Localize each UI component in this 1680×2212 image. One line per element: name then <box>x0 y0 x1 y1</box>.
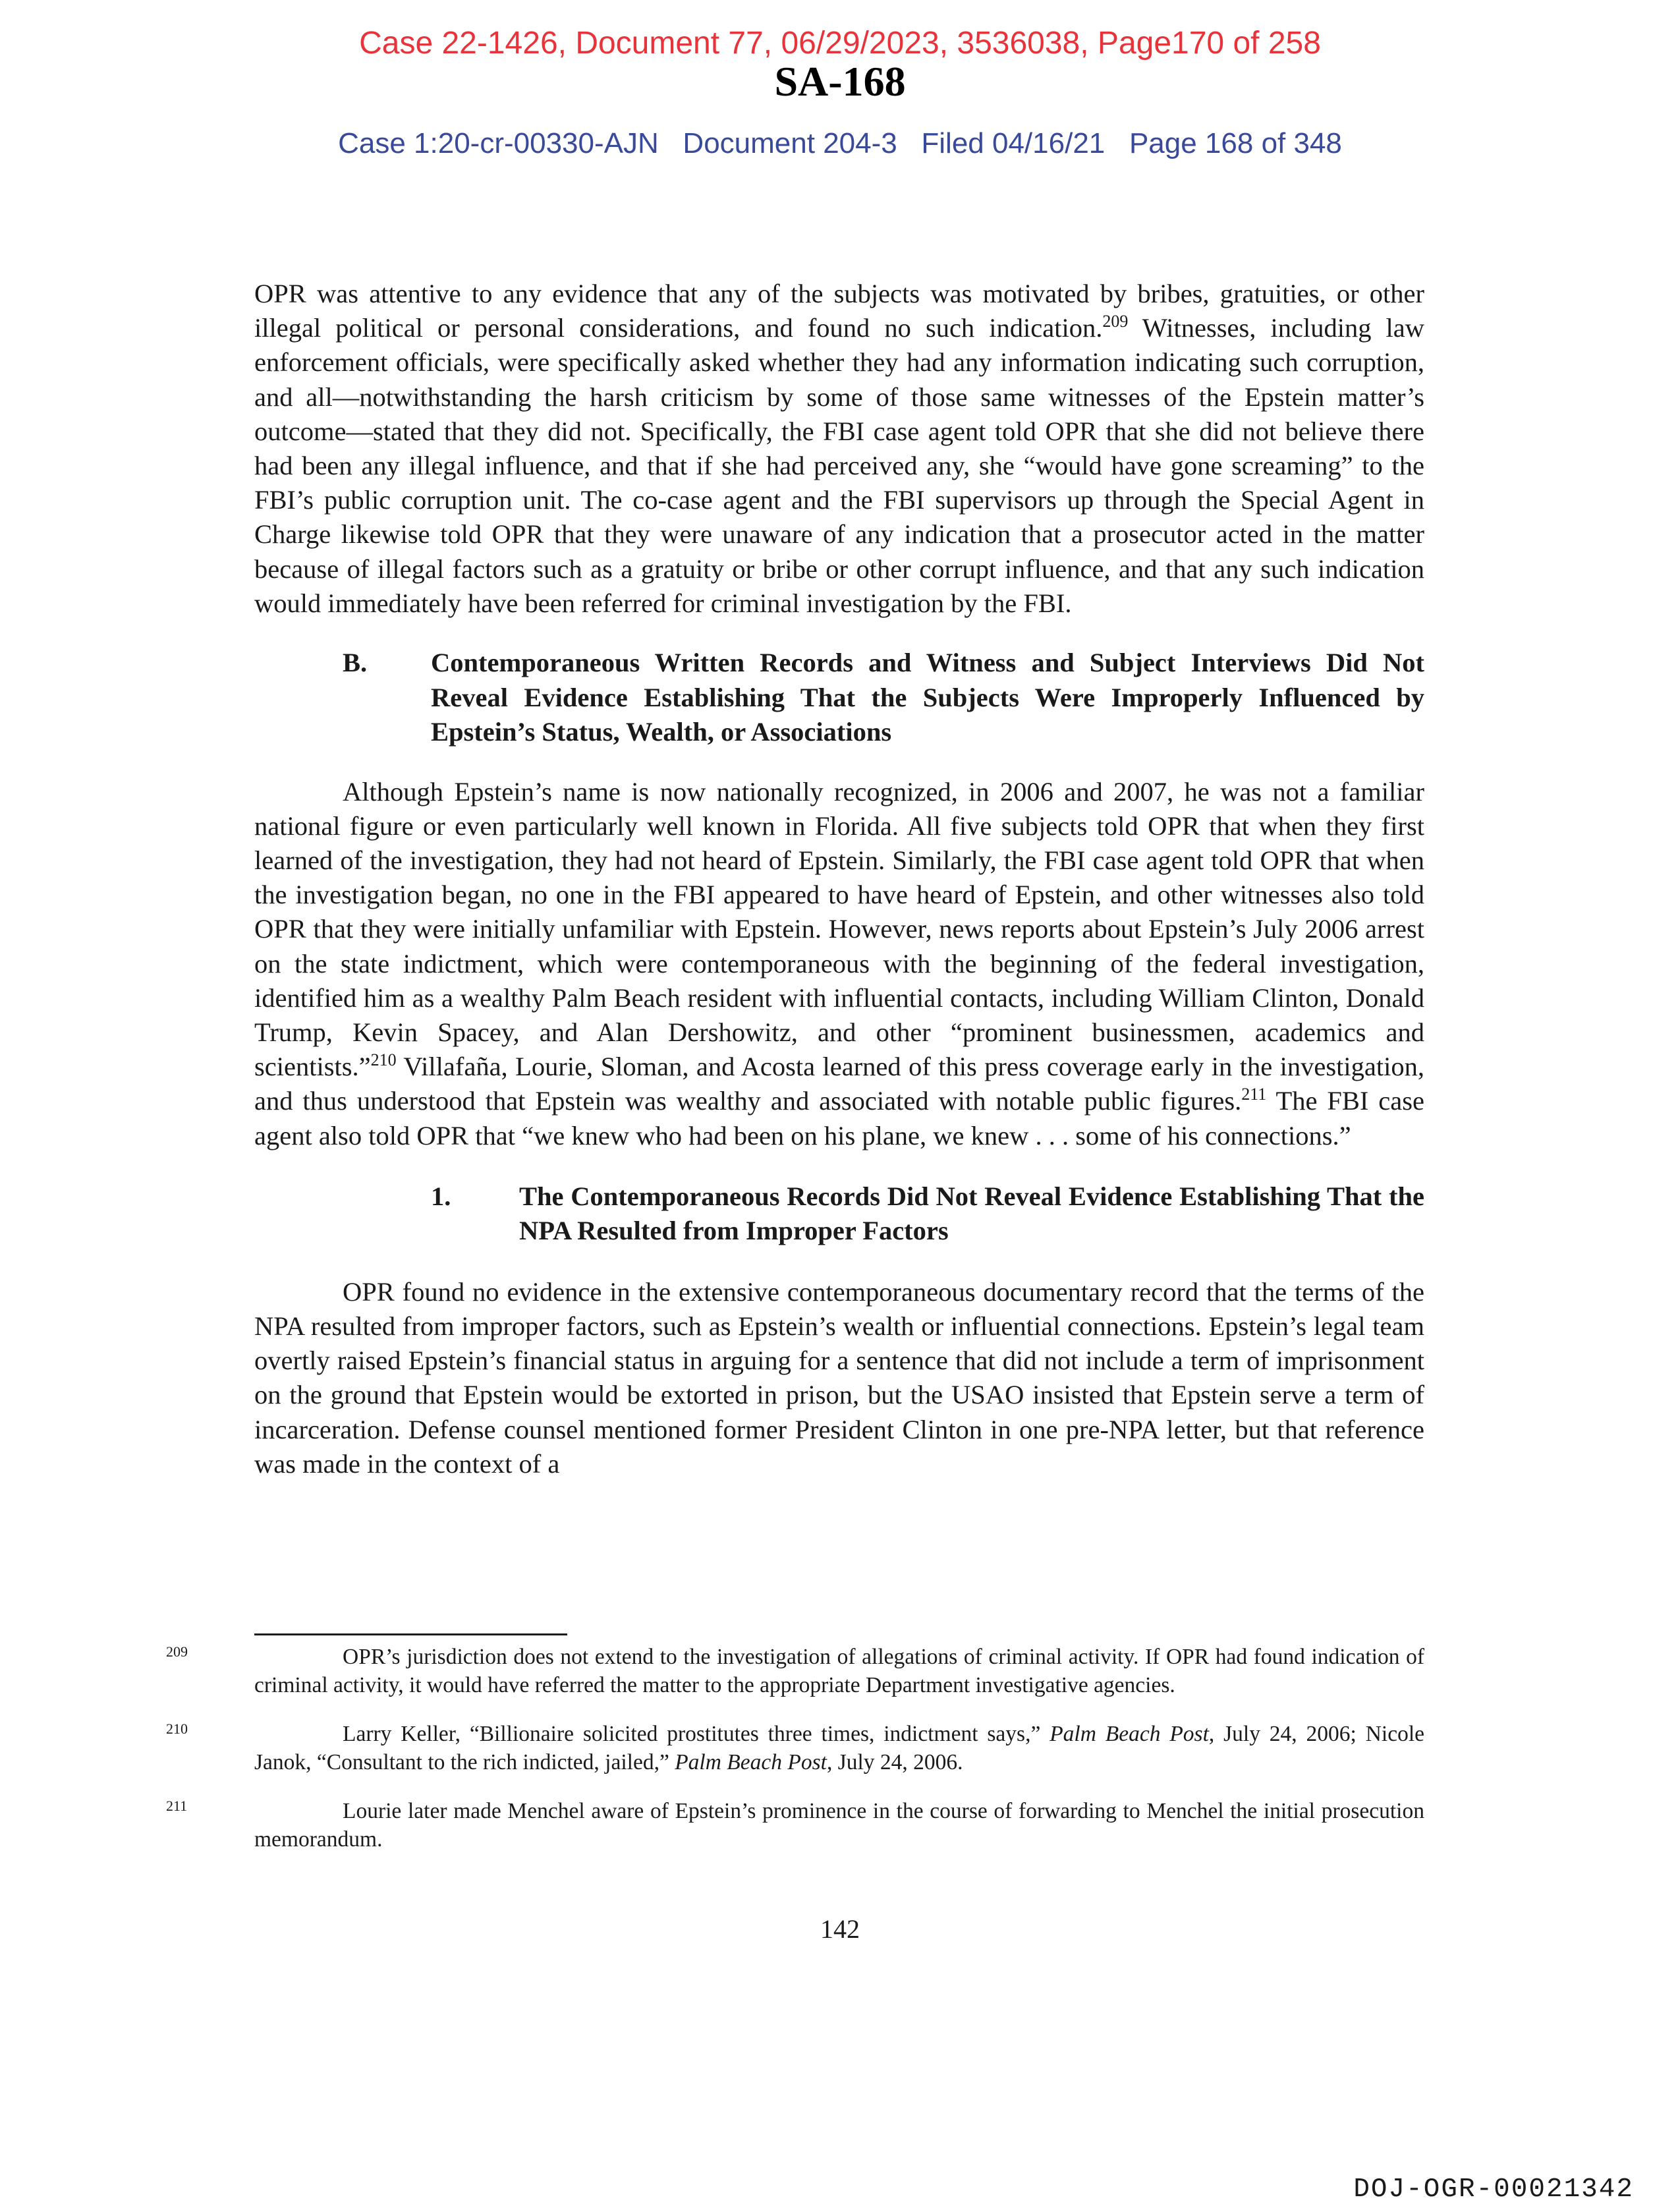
paragraph-text: OPR was attentive to any evidence that any of the subjects was motivated by bribes, gratuities, or other illegal political or personal considerations, and found no such indication. <box>254 279 1424 343</box>
footnote-211 <box>166 1798 1424 1854</box>
section-title: Contemporaneous Written Records and Witness and Subject Interviews Did Not Reveal Evidence Establishing That the Subjects Were Improperly Influenced by Epstein’s Status, Wealth, or Associations <box>431 648 1424 747</box>
footnote-ref-209[interactable]: 209 <box>1102 312 1129 331</box>
page-number: 142 <box>820 1914 860 1944</box>
footnote-text: , July 24, 2006. <box>826 1749 963 1774</box>
footnote-number: 209 <box>166 1643 188 1660</box>
section-label: B. <box>343 648 368 678</box>
footnote-text: OPR’s jurisdiction does not extend to the investigation of allegations of criminal activity. If OPR had found indication of criminal activity, it would have referred the matter to the appropriate Department investigative agencies. <box>254 1645 1424 1697</box>
footnote-number: 210 <box>166 1720 188 1737</box>
footnote-number: 211 <box>166 1798 188 1814</box>
section-heading-b <box>254 646 1424 750</box>
appellate-case-stamp: Case 22-1426, Document 77, 06/29/2023, 3536038, Page170 of 258 <box>359 26 1321 61</box>
publication-title: Palm Beach Post <box>1050 1722 1209 1746</box>
paragraph-epstein-recognition <box>254 775 1424 1153</box>
paragraph-text: Although Epstein’s name is now nationally recognized, in 2006 and 2007, he was not a familiar national figure or even particularly well known in Florida. All five subjects told OPR that when they first learned of the investigation, they had not heard of Epstein. Similarly, the FBI case agent told OPR that when the investigation began, no one in the FBI appeared to have heard of Epstein, and other witnesses also told OPR that they were initially unfamiliar with Epstein. However, news reports about Epstein’s July 2006 arrest on the state indictment, which were contemporaneous with the beginning of the federal investigation, identified him as a wealthy Palm Beach resident with influential contacts, including William Clinton, Donald Trump, Kevin Spacey, and Alan Dershowitz, and other “prominent businessmen, academics and scientists.” <box>254 776 1424 1082</box>
sa-page-number: SA-168 <box>774 58 906 105</box>
footnotes-section <box>166 1643 1424 1875</box>
paragraph-text: Witnesses, including law enforcement officials, were specifically asked whether they had any information indicating such corruption, and all—notwithstanding the harsh criticism by some of those same witnesses of the Epstein matter’s outcome—stated that they did not. Specifically, the FBI case agent told OPR that she did not believe there had been any illegal influence, and that if she had perceived any, she “would have gone screaming” to the FBI’s public corruption unit. The co-case agent and the FBI supervisors up through the Special Agent in Charge likewise told OPR that they were unaware of any indication that a prosecutor acted in the matter because of illegal factors such as a gratuity or bribe or other corrupt influence, and that any such indication would immediately have been referred for criminal investigation by the FBI. <box>254 313 1424 618</box>
subsection-heading-1 <box>254 1179 1424 1249</box>
footnote-text: Larry Keller, “Billionaire solicited prostitutes three times, indictment says,” <box>343 1722 1050 1746</box>
paragraph-text: The FBI case agent also told OPR that “we knew who had been on his plane, we knew . . . some of his connections.” <box>254 1086 1424 1150</box>
bates-number: DOJ-OGR-00021342 <box>1353 2174 1634 2205</box>
footnote-209 <box>166 1643 1424 1699</box>
publication-title: Palm Beach Post <box>675 1749 827 1774</box>
document-body <box>254 277 1424 1481</box>
footnote-210 <box>166 1720 1424 1776</box>
paragraph-text: Villafaña, Lourie, Sloman, and Acosta learned of this press coverage early in the investigation, and thus understood that Epstein was wealthy and associated with notable public figures. <box>254 1052 1424 1116</box>
paragraph-opr-no-evidence: OPR found no evidence in the extensive contemporaneous documentary record that the terms of the NPA resulted from improper factors, such as Epstein’s wealth or influential connections. Epstein’s legal team overtly raised Epstein’s financial status in arguing for a sentence that did not include a term of imprisonment on the ground that Epstein would be extorted in prison, but the USAO insisted that Epstein serve a term of incarceration. Defense counsel mentioned former President Clinton in one pre-NPA letter, but that reference was made in the context of a <box>254 1276 1424 1479</box>
paragraph-opr-attentive <box>254 277 1424 621</box>
footnote-separator <box>254 1633 567 1635</box>
footnote-text: Lourie later made Menchel aware of Epstein’s prominence in the course of forwarding to Menchel the initial prosecution memorandum. <box>254 1799 1424 1852</box>
district-case-stamp: Case 1:20-cr-00330-AJN Document 204-3 Filed 04/16/21 Page 168 of 348 <box>338 127 1342 159</box>
subsection-title: The Contemporaneous Records Did Not Reveal Evidence Establishing That the NPA Resulted from Improper Factors <box>519 1181 1424 1246</box>
subsection-label: 1. <box>431 1181 451 1211</box>
footnote-ref-210[interactable]: 210 <box>370 1050 397 1070</box>
footnote-ref-211[interactable]: 211 <box>1241 1085 1267 1104</box>
footnote-text: , July 24, 2006; Nicole Janok, “Consultant to the rich indicted, jailed,” <box>254 1722 1424 1774</box>
